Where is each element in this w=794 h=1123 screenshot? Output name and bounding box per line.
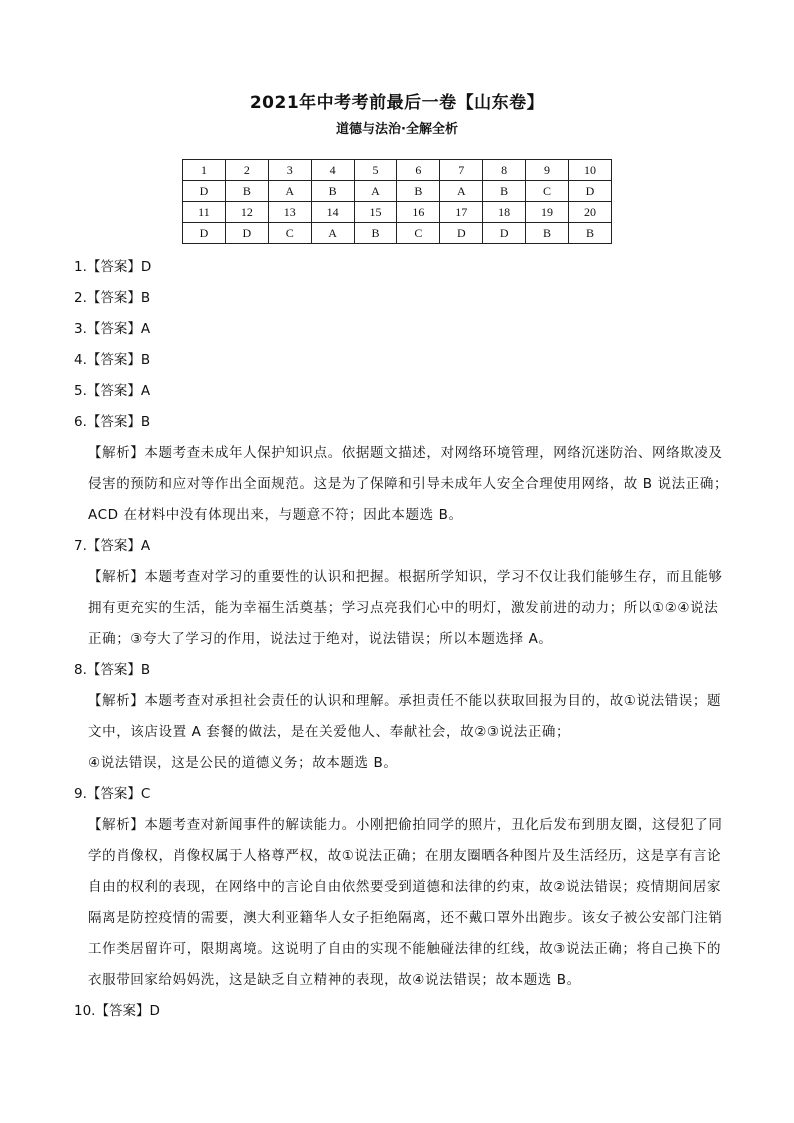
table-cell: C — [268, 223, 311, 244]
explanation-line: 拥有更充实的生活，能为幸福生活奠基；学习点亮我们心中的明灯，激发前进的动力；所以①②④说法 — [88, 600, 719, 616]
explanation-line: 正确；③夸大了学习的作用，说法过于绝对，说法错误；所以本题选择 A。 — [88, 631, 553, 647]
table-cell: B — [483, 181, 526, 202]
table-cell: 20 — [569, 202, 612, 223]
page-title: 2021年中考考前最后一卷【山东卷】 — [249, 93, 545, 113]
table-cell: D — [569, 181, 612, 202]
answer-line: 3.【答案】A — [74, 321, 151, 337]
table-cell: B — [311, 181, 354, 202]
explanation-line: 【解析】本题考查未成年人保护知识点。依据题文描述，对网络环境管理，网络沉迷防治、网络欺凌及 — [88, 445, 723, 461]
table-row-question-numbers — [183, 202, 612, 223]
table-row-answers — [183, 223, 612, 244]
table-cell: 7 — [440, 160, 483, 181]
table-cell: 13 — [268, 202, 311, 223]
answer-line: 4.【答案】B — [74, 352, 151, 368]
table-cell: 6 — [397, 160, 440, 181]
table-cell: 18 — [483, 202, 526, 223]
answer-line: 10.【答案】D — [74, 1003, 160, 1019]
page-subtitle: 道德与法治·全解全析 — [336, 122, 458, 137]
answer-line: 7.【答案】A — [74, 538, 151, 554]
answer-line: 6.【答案】B — [74, 414, 151, 430]
explanation-line: ④说法错误，这是公民的道德义务；故本题选 B。 — [88, 755, 398, 771]
explanation-line: 侵害的预防和应对等作出全面规范。这是为了保障和引导未成年人安全合理使用网络，故 B 说法正确； — [88, 476, 729, 492]
table-cell: D — [183, 223, 226, 244]
explanation-line: 学的肖像权，肖像权属于人格尊严权，故①说法正确；在朋友圈晒各种图片及生活经历，这是享有言论 — [88, 848, 722, 864]
table-cell: 1 — [183, 160, 226, 181]
answer-line: 1.【答案】D — [74, 259, 152, 275]
explanation-line: 衣服带回家给妈妈洗，这是缺乏自立精神的表现，故④说法错误；故本题选 B。 — [88, 972, 581, 988]
explanation-line: 【解析】本题考查对承担社会责任的认识和理解。承担责任不能以获取回报为目的，故①说法错误；题 — [88, 693, 722, 709]
explanation-line: 【解析】本题考查对学习的重要性的认识和把握。根据所学知识，学习不仅让我们能够生存，而且能够 — [88, 569, 723, 585]
table-cell: 16 — [397, 202, 440, 223]
table-cell: B — [569, 223, 612, 244]
table-cell: 4 — [311, 160, 354, 181]
table-cell: B — [397, 181, 440, 202]
table-cell: 14 — [311, 202, 354, 223]
answer-line: 9.【答案】C — [74, 786, 151, 802]
answer-explanations — [74, 252, 729, 1027]
answer-line: 5.【答案】A — [74, 383, 151, 399]
explanation-line: 自由的权利的表现，在网络中的言论自由依然要受到道德和法律的约束，故②说法错误；疫情期间居家 — [88, 879, 722, 895]
explanation-line: 隔离是防控疫情的需要，澳大利亚籍华人女子拒绝隔离，还不戴口罩外出跑步。该女子被公安部门注销 — [88, 910, 723, 926]
table-cell: 8 — [483, 160, 526, 181]
table-cell: D — [483, 223, 526, 244]
table-row-question-numbers — [183, 160, 612, 181]
answer-line: 2.【答案】B — [74, 290, 151, 306]
explanation-line: 文中，该店设置 A 套餐的做法，是在关爱他人、奉献社会，故②③说法正确； — [88, 724, 571, 740]
table-cell: 19 — [526, 202, 569, 223]
table-cell: 5 — [354, 160, 397, 181]
table-cell: 9 — [526, 160, 569, 181]
table-cell: 17 — [440, 202, 483, 223]
answer-table — [182, 159, 612, 244]
table-cell: 11 — [183, 202, 226, 223]
table-cell: C — [526, 181, 569, 202]
table-cell: 10 — [569, 160, 612, 181]
table-cell: 15 — [354, 202, 397, 223]
table-cell: D — [183, 181, 226, 202]
table-row-answers — [183, 181, 612, 202]
table-cell: 12 — [225, 202, 268, 223]
table-cell: B — [526, 223, 569, 244]
explanation-line: 工作类居留许可，限期离境。这说明了自由的实现不能触碰法律的红线，故③说法正确；将自己换下的 — [88, 941, 722, 957]
table-cell: C — [397, 223, 440, 244]
table-cell: A — [440, 181, 483, 202]
table-cell: A — [268, 181, 311, 202]
table-cell: A — [311, 223, 354, 244]
answer-line: 8.【答案】B — [74, 662, 151, 678]
table-cell: D — [225, 223, 268, 244]
explanation-line: ACD 在材料中没有体现出来，与题意不符；因此本题选 B。 — [88, 507, 463, 523]
table-cell: D — [440, 223, 483, 244]
explanation-line: 【解析】本题考查对新闻事件的解读能力。小刚把偷拍同学的照片，丑化后发布到朋友圈，这侵犯了同 — [88, 817, 723, 833]
table-cell: B — [354, 223, 397, 244]
table-cell: 3 — [268, 160, 311, 181]
table-cell: A — [354, 181, 397, 202]
table-cell: 2 — [225, 160, 268, 181]
table-cell: B — [225, 181, 268, 202]
